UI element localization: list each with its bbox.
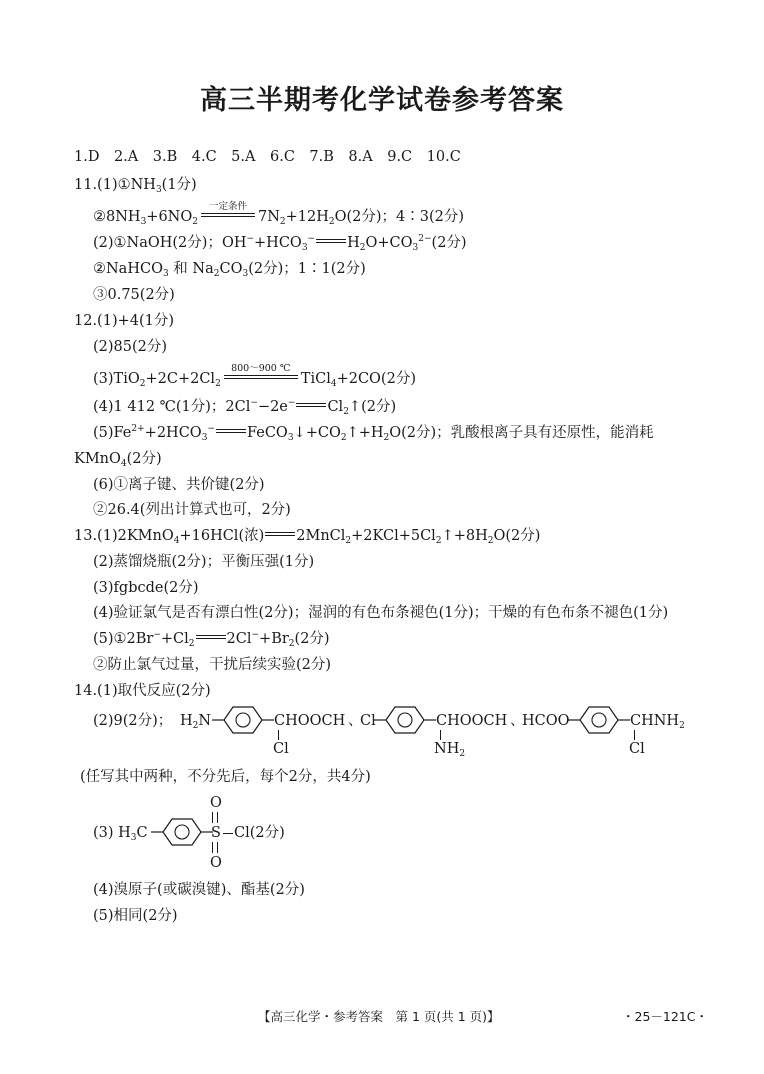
q12-line2: (2)85(2分) xyxy=(93,339,168,355)
structure-1-left: $H_2N$ xyxy=(180,713,212,731)
q12-line4: (4)1 412 ℃(1分)；2Cl−−2e− $Cl_2↑(2$分) xyxy=(93,398,397,417)
q12-line8: ②26.4(列出计算式也可，2分) xyxy=(93,502,291,518)
q14-line2-prefix: (2)9(2分)； xyxy=(93,713,173,729)
page-footer: 【高三化学・参考答案 第 1 页(共 1 页)】 xyxy=(258,1009,500,1024)
sulfur-atom: S xyxy=(211,825,221,841)
q14-line5: (4)溴原子(或碳溴键)、酯基(2分) xyxy=(93,882,305,898)
double-bond xyxy=(212,842,218,853)
sulfonyl-oxygen-bottom: O xyxy=(210,855,222,871)
q11-line1: $11.(1)①NH_3(1$分) xyxy=(74,177,197,195)
structure-3-sub: Cl xyxy=(629,741,645,757)
bond-line xyxy=(440,730,441,740)
sulfonyl-oxygen-top: O xyxy=(210,795,222,811)
bond-line xyxy=(223,833,233,834)
equals-sign xyxy=(296,403,326,407)
structure-2-sub: $NH_2$ xyxy=(434,741,466,759)
separator: 、 xyxy=(510,713,525,729)
q13-line2: (2)蒸馏烧瓶(2分)；平衡压强(1分) xyxy=(93,554,315,570)
q13-line1: 13.(1)2KMnO$_4$+16HCl(浓) $2MnCl_2+2KCl+5Cl_2↑+8H_2O(2$分) xyxy=(74,528,541,546)
q12-line5: $(5)Fe^{2+}+2HCO_3^-$ $FeCO_3↓+CO_2↑+H_2O(2$分)；乳酸根离子具有还原性，能消耗 xyxy=(93,424,654,443)
structure-1-right: CHOOCH xyxy=(274,713,346,729)
choice-answers: 1.D 2.A 3.B 4.C 5.A 6.C 7.B 8.A 9.C 10.C xyxy=(74,149,461,165)
q11-line2: $②8NH_3+6NO_2$ 一定条件 $7N_2+12H_2O(2$分)；4∶3(2分) xyxy=(93,201,465,227)
q12-line7: (6)①离子键、共价键(2分) xyxy=(93,477,265,493)
q11-line4: ②NaHCO$_3$ 和 $Na_2CO_3(2$分)；1∶1(2分) xyxy=(93,261,366,279)
q12-line1: 12.(1)+4(1分) xyxy=(74,313,175,329)
q14-line1: 14.(1)取代反应(2分) xyxy=(74,683,211,699)
q13-line5: $(5)①2Br^-+Cl_2$ $2Cl^-+Br_2(2$分) xyxy=(93,630,330,649)
q13-line4: (4)验证氯气是否有漂白性(2分)；湿润的有色布条褪色(1分)；干燥的有色布条不褪色(1分) xyxy=(93,605,669,621)
page-title: 高三半期考化学试卷参考答案 xyxy=(200,85,564,116)
q13-line3: (3)fgbcde(2分) xyxy=(93,580,199,596)
equals-sign xyxy=(265,532,295,536)
document-code: ・25－121C・ xyxy=(622,1009,708,1024)
reaction-condition: 一定条件 xyxy=(199,208,257,226)
q13-line6: ②防止氯气过量，干扰后续实验(2分) xyxy=(93,657,332,673)
structure-1-sub: Cl xyxy=(273,741,289,757)
bond-line xyxy=(278,730,279,740)
separator: 、 xyxy=(348,713,363,729)
double-bond xyxy=(212,812,218,823)
structure-2-left: Cl xyxy=(360,713,376,729)
q14-line6: (5)相同(2分) xyxy=(93,908,178,924)
structure-3-right: $CHNH_2$ xyxy=(630,713,685,731)
structure-2-right: CHOOCH xyxy=(436,713,508,729)
q14-line3: (任写其中两种，不分先后，每个2分，共4分) xyxy=(80,769,371,785)
q12-line3: $(3)TiO_2+2C+2Cl_2$ 800～900 ℃ TiCl$_4$+2CO(2分) xyxy=(93,363,416,389)
structure-4-tail: Cl(2分) xyxy=(234,825,285,841)
q11-line3: (2)①NaOH(2分)；$OH^-+HCO_3^-$ $H_2O+CO_3^{2-}(2$分) xyxy=(93,234,467,253)
bond-line xyxy=(634,730,635,740)
structure-3-left: HCOO xyxy=(522,713,570,729)
q12-line6: KMnO$_4$(2分) xyxy=(74,451,162,469)
reaction-condition: 800～900 ℃ xyxy=(222,370,300,388)
equals-sign xyxy=(216,429,246,433)
q11-line5: ③0.75(2分) xyxy=(93,287,175,303)
structure-4-left: (3) $H_3C$ xyxy=(93,825,148,843)
equals-sign xyxy=(316,239,346,243)
equals-sign xyxy=(196,635,226,639)
